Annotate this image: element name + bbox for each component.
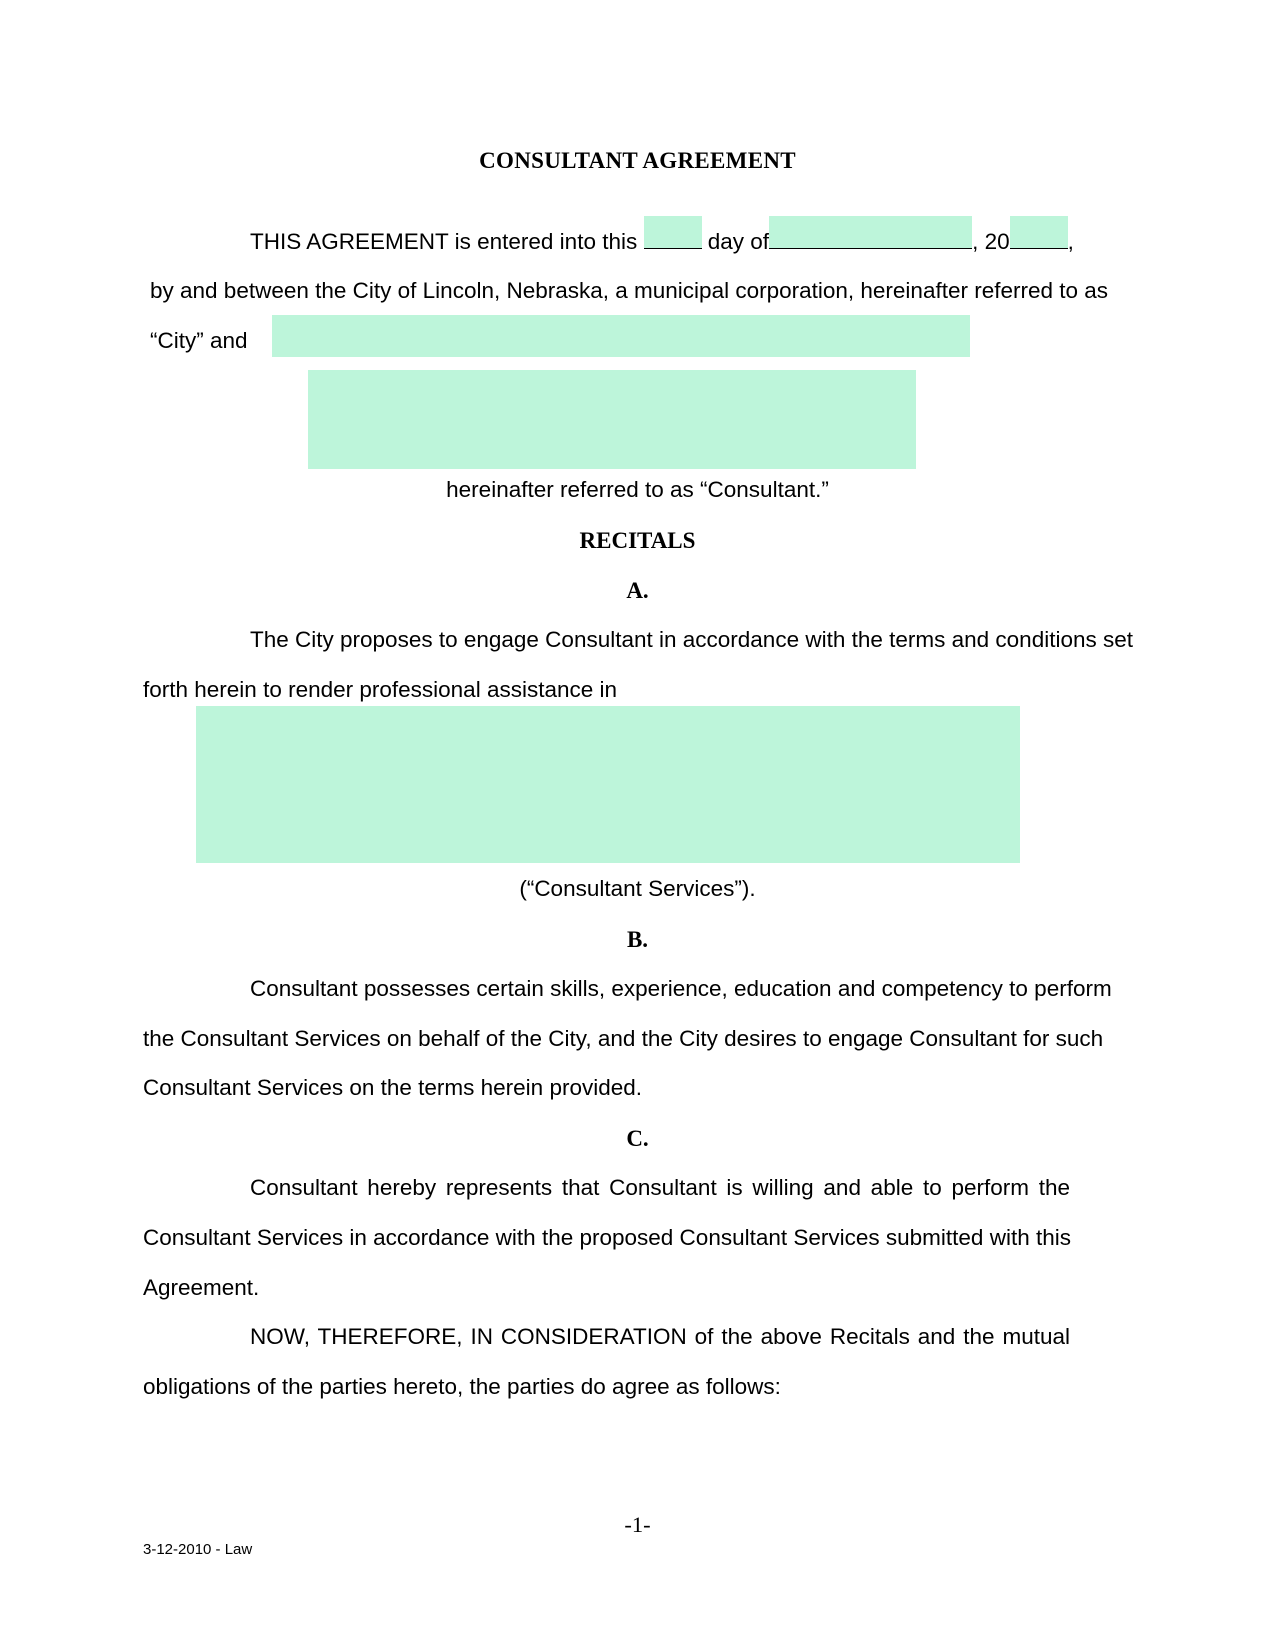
recital-b-line-3: Consultant Services on the terms herein provided.: [143, 1075, 643, 1100]
consultant-address-field[interactable]: [308, 370, 916, 469]
consideration-line-2: obligations of the parties hereto, the parties do agree as follows:: [143, 1374, 781, 1399]
document-title: CONSULTANT AGREEMENT: [479, 148, 796, 173]
day-field[interactable]: [644, 226, 702, 249]
recital-b-label: B.: [626, 927, 649, 952]
intro-text-1: THIS AGREEMENT is entered into this: [250, 229, 638, 254]
recital-b-line-1: Consultant possesses certain skills, experience, education and competency to perform: [250, 976, 1112, 1001]
recital-c-line-2: Consultant Services in accordance with the proposed Consultant Services submitted with this: [143, 1225, 1071, 1250]
footer-note: 3-12-2010 - Law: [143, 1541, 253, 1558]
recital-a-line-3: (“Consultant Services”).: [519, 876, 756, 901]
intro-text-4: ,: [1067, 229, 1074, 254]
month-field[interactable]: [769, 226, 972, 249]
year-field[interactable]: [1010, 226, 1068, 249]
intro-text-2: day of: [707, 229, 770, 254]
recital-a-line-1: The City proposes to engage Consultant in accordance with the terms and conditions set: [250, 627, 1134, 652]
recital-c-line-3: Agreement.: [143, 1275, 260, 1300]
recital-c-line-1: Consultant hereby represents that Consultant is willing and able to perform the: [250, 1175, 1070, 1200]
consultant-services-field[interactable]: [196, 706, 1020, 863]
recital-b-line-2: the Consultant Services on behalf of the City, and the City desires to engage Consultant for such: [143, 1026, 1104, 1051]
recital-c-label: C.: [626, 1126, 649, 1151]
consideration-line-1: NOW, THEREFORE, IN CONSIDERATION of the above Recitals and the mutual: [250, 1324, 1070, 1349]
recitals-heading: RECITALS: [579, 528, 696, 553]
intro-line-3: “City” and: [150, 328, 248, 353]
intro-line-4: hereinafter referred to as “Consultant.”: [446, 477, 829, 502]
intro-line-1: [250, 226, 1074, 256]
recital-a-label: A.: [626, 578, 649, 603]
page-number: -1-: [624, 1512, 651, 1537]
consultant-name-field[interactable]: [272, 315, 970, 357]
recital-a-line-2: forth herein to render professional assistance in: [143, 677, 618, 702]
intro-line-2: by and between the City of Lincoln, Nebraska, a municipal corporation, hereinafter referred to as: [150, 278, 1109, 303]
intro-text-3: , 20: [972, 229, 1010, 254]
